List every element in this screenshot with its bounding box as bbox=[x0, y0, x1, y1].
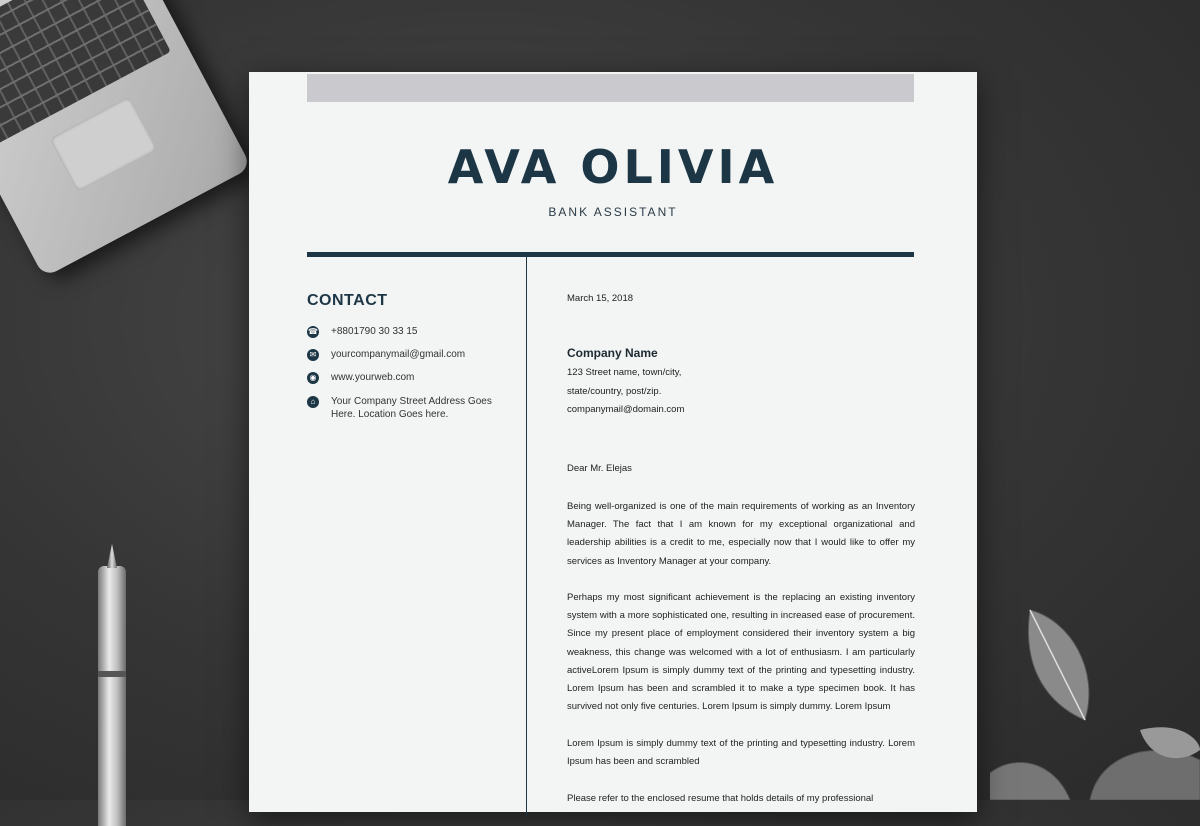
contact-text: Your Company Street Address Goes Here. Location Goes here. bbox=[331, 396, 492, 420]
contact-heading: CONTACT bbox=[307, 292, 388, 309]
contact-email bbox=[307, 348, 521, 361]
resume-page bbox=[249, 72, 977, 812]
contact-address bbox=[307, 395, 516, 421]
contact-website bbox=[307, 371, 521, 384]
letter-paragraph: Perhaps my most significant achievement is the replacing an existing inventory system with a more sophisticated one, resulting in increased ease of procurement. Since my present place of employment considered their inventory system a big weakness, this change was welcomed with a lot of enthusiasm. I am particularly activeLorem Ipsum is simply dummy text of the printing and typesetting industry. Lorem Ipsum has been and scrambled it to make a type specimen book. It has survived not only five centuries. Lorem Ipsum is simply dummy. Lorem Ipsum bbox=[567, 592, 915, 713]
contact-text: www.yourweb.com bbox=[331, 372, 415, 383]
email-icon: ✉ bbox=[307, 349, 319, 361]
letter-paragraph: Being well-organized is one of the main requirements of working as an Inventory Manager. The fact that I am known for my exceptional organizational and leadership abilities is a credit to me, especially now that I would like to offer my services as Inventory Manager at your company. bbox=[567, 501, 915, 567]
company-name: Company Name bbox=[567, 346, 658, 360]
letter-paragraph: Please refer to the enclosed resume that holds details of my professional bbox=[567, 793, 874, 804]
pen-tip bbox=[107, 544, 117, 568]
header-divider bbox=[307, 252, 914, 257]
recipient-block bbox=[567, 346, 915, 420]
letter-date: March 15, 2018 bbox=[567, 293, 634, 304]
globe-icon: ◉ bbox=[307, 372, 319, 384]
column-divider bbox=[526, 257, 527, 817]
home-icon: ⌂ bbox=[307, 396, 319, 408]
letter-paragraph: Lorem Ipsum is simply dummy text of the printing and typesetting industry. Lorem Ipsum has been and scrambled bbox=[567, 738, 915, 768]
address-line: companymail@domain.com bbox=[567, 404, 685, 415]
address-line: 123 Street name, town/city, bbox=[567, 367, 682, 378]
pen-photo bbox=[98, 566, 126, 826]
address-line: state/country, post/zip. bbox=[567, 385, 662, 397]
candidate-name: AVA OLIVIA bbox=[447, 140, 779, 194]
salutation: Dear Mr. Elejas bbox=[567, 463, 632, 474]
contact-text: yourcompanymail@gmail.com bbox=[331, 349, 466, 360]
laptop-photo bbox=[0, 0, 252, 278]
contact-text: +8801790 30 33 15 bbox=[331, 326, 418, 337]
pen-ring bbox=[98, 671, 126, 677]
laptop-trackpad bbox=[50, 97, 158, 192]
header-bar bbox=[307, 74, 914, 102]
job-title: BANK ASSISTANT bbox=[548, 205, 678, 219]
contact-phone bbox=[307, 325, 521, 338]
phone-icon: ☎ bbox=[308, 327, 318, 336]
plant-leaves-photo bbox=[990, 600, 1200, 800]
